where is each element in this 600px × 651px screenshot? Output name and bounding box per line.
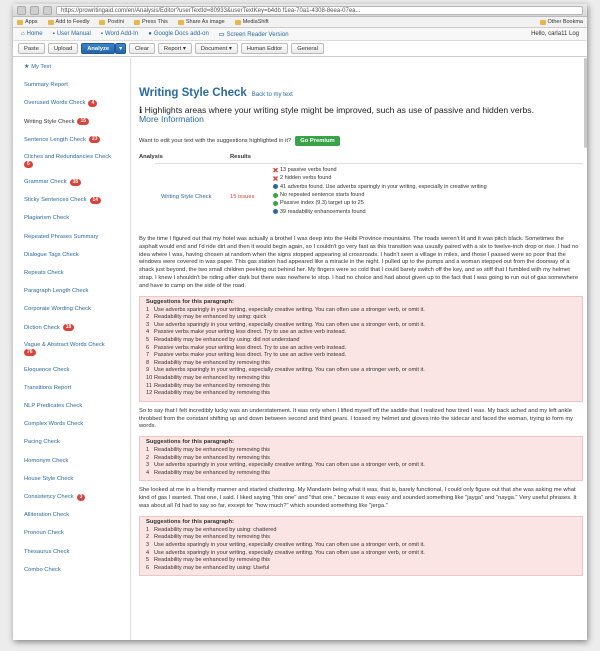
upload-button[interactable]: Upload bbox=[48, 43, 78, 54]
bookmark-icon bbox=[48, 20, 54, 25]
apps-icon bbox=[17, 20, 23, 25]
divider bbox=[155, 163, 583, 164]
nav-screen-reader[interactable]: ▭ Screen Reader Version bbox=[218, 31, 289, 38]
suggestions-heading: Suggestions for this paragraph: bbox=[146, 518, 234, 525]
suggestion-item: 9 Use adverbs sparingly in your writing, especially creative writing. You can often use a stronger verb, or omit it. bbox=[146, 367, 425, 374]
sidebar-item[interactable]: Transitions Report bbox=[24, 384, 72, 391]
sidebar-item[interactable]: Eloquence Check bbox=[24, 366, 70, 373]
sidebar-item[interactable]: Pronoun Check bbox=[24, 530, 64, 537]
bookmark-icon bbox=[178, 20, 184, 25]
suggestions-box bbox=[139, 516, 583, 577]
screen-icon: ▭ bbox=[218, 31, 225, 38]
suggestion-item: 5 Readability may be enhanced by removing this bbox=[146, 557, 270, 564]
human-editor-button[interactable]: Human Editor bbox=[241, 43, 288, 54]
sidebar-item[interactable]: Combo Check bbox=[24, 566, 61, 573]
suggestion-item: 8 Readability may be enhanced by removing this bbox=[146, 359, 270, 366]
analyze-dropdown-button[interactable]: ▾ bbox=[115, 43, 126, 54]
suggestion-item: 6 Passive verbs make your writing less direct. Try to use an active verb instead. bbox=[146, 344, 347, 351]
document-dropdown[interactable]: Document ▾ bbox=[195, 43, 238, 54]
count-badge: 14 bbox=[90, 197, 102, 204]
check-icon bbox=[273, 201, 278, 206]
windows-icon: ▪ bbox=[100, 31, 103, 37]
count-badge: 23 bbox=[89, 136, 101, 143]
check-description: ℹ Highlights areas where your writing style might be improved, such as use of passive and hidden verbs. More Information bbox=[139, 105, 534, 124]
user-greeting[interactable]: Hello, carla11 Log bbox=[531, 31, 579, 37]
result-item: No repeated sentence starts found bbox=[273, 191, 583, 199]
result-item: 41 adverbs found. Use adverbs sparingly in your writing, especially in creative writing bbox=[273, 183, 583, 191]
sidebar-item[interactable]: Repeats Check bbox=[24, 269, 64, 276]
sidebar bbox=[13, 58, 131, 640]
sidebar-item[interactable]: Alliteration Check bbox=[24, 512, 70, 519]
suggestions-heading: Suggestions for this paragraph: bbox=[146, 298, 234, 305]
suggestions-box bbox=[139, 296, 583, 402]
page-title: Writing Style Check bbox=[139, 87, 247, 99]
sidebar-item[interactable]: Thesaurus Check bbox=[24, 548, 70, 555]
sidebar-item[interactable]: Vague & Abstract Words Check 76 bbox=[24, 341, 105, 355]
count-badge: 76 bbox=[24, 349, 36, 356]
sidebar-item[interactable]: Plagiarism Check bbox=[24, 215, 70, 222]
sidebar-item[interactable]: Cliches and Redundancies Check 6 bbox=[24, 153, 112, 167]
reload-icon[interactable] bbox=[43, 6, 52, 15]
results-header: Results bbox=[230, 154, 251, 160]
suggestion-item: 10 Readability may be enhanced by removing this bbox=[146, 374, 270, 381]
check-icon bbox=[273, 193, 278, 198]
analyze-button[interactable]: Analyze bbox=[81, 43, 115, 54]
result-item: 13 passive verbs found bbox=[273, 166, 583, 174]
bookmark-icon bbox=[235, 20, 241, 25]
suggestion-item: 2 Readability may be enhanced by using: quick bbox=[146, 314, 267, 321]
error-icon bbox=[273, 176, 278, 181]
go-premium-button[interactable]: Go Premium bbox=[295, 136, 339, 146]
sidebar-item[interactable]: Overused Words Check 4 bbox=[13, 94, 130, 112]
sidebar-item[interactable]: Repeated Phrases Summary bbox=[24, 233, 99, 240]
editor-toolbar bbox=[13, 41, 587, 57]
bookmark-apps[interactable]: Apps bbox=[17, 19, 38, 25]
bookmark-icon bbox=[134, 20, 140, 25]
count-badge: 6 bbox=[24, 161, 33, 168]
suggestion-item: 6 Readability may be enhanced by using: Useful bbox=[146, 564, 270, 571]
count-badge: 38 bbox=[70, 179, 82, 186]
issues-count: 15 issues bbox=[230, 194, 255, 200]
result-item: Passive index (9.3) target up to 25 bbox=[273, 199, 583, 207]
sidebar-item[interactable]: Complex Words Check bbox=[24, 421, 84, 428]
results-table bbox=[139, 152, 583, 230]
sidebar-item[interactable]: ★ My Text bbox=[24, 64, 52, 71]
sidebar-item[interactable]: Pacing Check bbox=[24, 439, 60, 446]
sidebar-item[interactable]: Diction Check 18 bbox=[13, 318, 130, 336]
other-bookmarks[interactable]: Other Bookma bbox=[540, 19, 583, 25]
info-icon: ℹ bbox=[139, 105, 145, 115]
forward-icon[interactable] bbox=[30, 6, 39, 15]
sidebar-item[interactable]: Sentence Length Check 23 bbox=[13, 131, 130, 149]
google-icon: ● bbox=[148, 31, 152, 37]
sidebar-item[interactable]: Homonym Check bbox=[24, 457, 69, 464]
nav-home[interactable]: ⌂ Home bbox=[21, 31, 43, 37]
analyzed-paragraph[interactable]: She looked at me in a friendly manner and started chattering. My Mandarin being what it was, that is, barely functional, I could only figure out that she was asking me what kind of gas I wanted. That one, I said. I liked saying "this one" and "that one," because it was easy and sounded something like "jayga" and "nayga." Very useful phrases. It was about all I'd had to say so far, except for "how much?" which sounded something like "jerga." bbox=[139, 487, 577, 510]
suggestion-item: 4 Readability may be enhanced by removing this bbox=[146, 469, 270, 476]
nav-google-docs[interactable]: ● Google Docs add-on bbox=[148, 31, 209, 37]
result-item: 39 readability enhancements found bbox=[273, 207, 583, 215]
suggestion-item: 7 Passive verbs make your writing less direct. Try to use an active verb instead. bbox=[146, 352, 347, 359]
clear-button[interactable]: Clear bbox=[129, 43, 155, 54]
page-scrollbar[interactable] bbox=[584, 58, 587, 148]
sidebar-item[interactable]: Corporate Wording Check bbox=[24, 306, 91, 313]
suggestions-heading: Suggestions for this paragraph: bbox=[146, 439, 234, 446]
sidebar-item[interactable]: NLP Predicates Check bbox=[24, 403, 83, 410]
suggestion-item: 2 Readability may be enhanced by removing this bbox=[146, 534, 270, 541]
sidebar-item[interactable]: Sticky Sentences Check 14 bbox=[13, 191, 130, 209]
bookmark-press-this[interactable]: Press This bbox=[134, 19, 168, 25]
suggestion-item: 5 Readability may be enhanced by using: did not understand bbox=[146, 336, 300, 343]
main-content bbox=[139, 58, 583, 640]
page-heading bbox=[139, 87, 583, 99]
back-to-text-link[interactable]: Back to my text bbox=[251, 92, 293, 98]
sidebar-item[interactable]: Paragraph Length Check bbox=[24, 288, 89, 295]
address-bar bbox=[13, 4, 587, 17]
folder-icon bbox=[540, 20, 546, 25]
results-list bbox=[273, 166, 583, 216]
style-select[interactable]: General bbox=[291, 43, 324, 54]
nav-word-addin[interactable]: ▪ Word Add-In bbox=[100, 31, 139, 37]
suggestion-item: 4 Use adverbs sparingly in your writing, especially creative writing. You can often use a stronger verb, or omit it. bbox=[146, 549, 425, 556]
sidebar-item[interactable]: Summary Report bbox=[24, 82, 68, 89]
error-icon bbox=[273, 168, 278, 173]
paste-button[interactable]: Paste bbox=[18, 43, 45, 54]
suggestion-item: 12 Readability may be enhanced by removing this bbox=[146, 390, 270, 397]
suggestion-item: 1 Readability may be enhanced by using: chattered bbox=[146, 526, 277, 533]
sidebar-item[interactable]: Writing Style Check 15 bbox=[13, 113, 130, 131]
suggestion-item: 3 Use adverbs sparingly in your writing, especially creative writing. You can often use a stronger verb, or omit it. bbox=[146, 321, 425, 328]
suggestion-item: 1 Readability may be enhanced by removing this bbox=[146, 447, 270, 454]
nav-user-manual[interactable]: ▪ User Manual bbox=[52, 31, 91, 37]
count-badge: 18 bbox=[63, 324, 75, 331]
bookmark-postini[interactable]: Postini bbox=[99, 19, 124, 25]
analyzed-paragraph[interactable]: By the time I figured out that my hotel was actually a brothel I was deep into the Heibi Province mountains. The roads weren't lit and it was pitch black. Sometimes the asphalt would end and I'd ride dirt and then it would begin again, so I couldn't go very fast as this transition was usually paired with a six to twelve-inch drop or rise. I had no idea where I was, having chosen at random when the signs stopped appearing at crossroads. I hadn't seen a village in miles, and those I passed were so poor that the windows were covered in wax paper. This gas station had appeared like a miracle in the night. I pulled up to the pumps and a woman stepped out from the doorway of a shack just beyond, the two small children peeking out behind her. My fingers were so cold that I could barely switch off the key, and so stiff that I fumbled with my helmet strap. I knew I shouldn't be riding after dark but there was nowhere to stop. I had no choice and had about given up to the fact that I was going to run out of gas somewhere and have to camp on the side of the road. bbox=[139, 236, 579, 289]
suggestion-item: 2 Readability may be enhanced by removing this bbox=[146, 454, 270, 461]
count-badge: 15 bbox=[77, 118, 89, 125]
info-icon bbox=[273, 184, 278, 189]
user-icon: ▪ bbox=[52, 31, 55, 37]
browser-window bbox=[13, 4, 587, 640]
suggestion-item: 4 Passive verbs make your writing less direct. Try to use an active verb instead. bbox=[146, 329, 347, 336]
count-badge: 3 bbox=[77, 494, 86, 501]
app-header bbox=[13, 28, 587, 41]
back-icon[interactable] bbox=[17, 6, 26, 15]
analysis-header: Analysis bbox=[139, 154, 163, 160]
sidebar-item[interactable]: Grammar Check 38 bbox=[13, 173, 130, 191]
result-item: 2 hidden verbs found bbox=[273, 174, 583, 182]
more-info-link[interactable]: More Information bbox=[139, 114, 204, 124]
suggestion-item: 1 Use adverbs sparingly in your writing, especially creative writing. You can often use a stronger verb, or omit it. bbox=[146, 306, 425, 313]
star-icon: ★ bbox=[24, 64, 30, 71]
bookmark-feedly[interactable]: Add to Feedly bbox=[48, 19, 90, 25]
bookmark-share-image[interactable]: Share As image bbox=[178, 19, 225, 25]
check-name-link[interactable]: Writing Style Check bbox=[161, 194, 212, 200]
suggestion-item: 11 Readability may be enhanced by removing this bbox=[146, 382, 270, 389]
suggestions-box bbox=[139, 436, 583, 481]
home-icon: ⌂ bbox=[21, 31, 25, 37]
count-badge: 4 bbox=[88, 100, 97, 107]
suggestion-item: 3 Use adverbs sparingly in your writing, especially creative writing. You can often use a stronger verb, or omit it. bbox=[146, 462, 425, 469]
report-dropdown[interactable]: Report ▾ bbox=[158, 43, 192, 54]
info-icon bbox=[273, 209, 278, 214]
url-field[interactable]: https://prowritingaid.com/en/Analysis/Editor?userTextId=80933&userTextKey=b4db f1ea-70a1-4308-8eea-07ea... bbox=[56, 6, 583, 15]
bookmark-mediashift[interactable]: MediaShift bbox=[235, 19, 269, 25]
sidebar-item[interactable]: Dialogue Tags Check bbox=[24, 251, 79, 258]
suggestion-item: 3 Use adverbs sparingly in your writing, especially creative writing. You can often use a stronger verb, or omit it. bbox=[146, 542, 425, 549]
analyzed-paragraph[interactable]: So to say that I felt incredibly lucky was an understatement. It was only when I lifted myself off the saddle that I realized how tired I was. My back ached and my left ankle throbbed from the constant shifting up and down between second and third gears. I tossed my helmet and gloves into the sidecar and faced the woman, trying to form my words. bbox=[139, 407, 574, 430]
sidebar-item[interactable]: Consistency Check 3 bbox=[13, 488, 130, 506]
sidebar-item[interactable]: House Style Check bbox=[24, 475, 74, 482]
bookmarks-bar bbox=[13, 17, 587, 28]
bookmark-icon bbox=[99, 20, 105, 25]
premium-row: Want to edit your text with the suggestions highlighted in it? Go Premium bbox=[139, 136, 583, 146]
